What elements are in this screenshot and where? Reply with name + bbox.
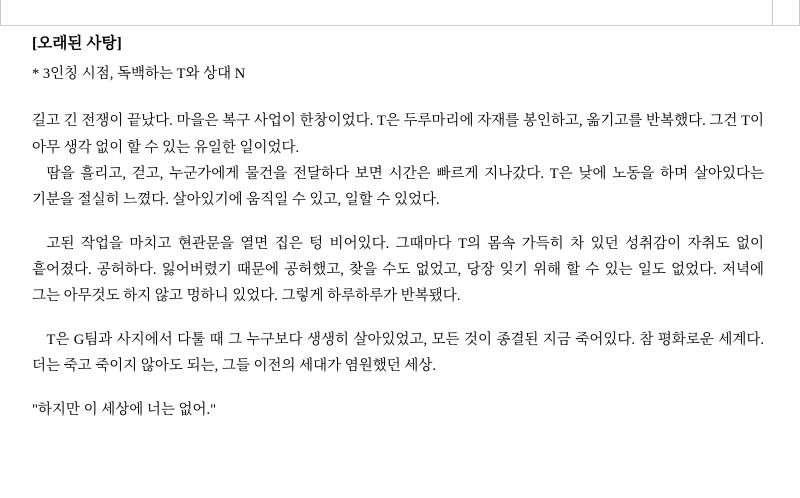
paragraph-2: 땀을 흘리고, 걷고, 누군가에게 물건을 전달하다 보면 시간은 빠르게 지나갔다. T은 낮에 노동을 하며 살아있다는 기분을 절실히 느꼈다. 살아있기에 움직일 수 있고, 일할 수 있었다.: [32, 165, 764, 209]
document-body: [0, 26, 800, 423]
dialogue-line: "하지만 이 세상에 너는 없어.": [32, 401, 217, 418]
document-subtitle: * 3인칭 시점, 독백하는 T와 상대 N: [32, 66, 246, 83]
window-left-edge: [0, 0, 1, 26]
document-content: [0, 32, 800, 423]
paragraph-4: T은 G팀과 사지에서 다툴 때 그 누구보다 생생히 살아있었고, 모든 것이 종결된 지금 죽어있다. 참 평화로운 세계다. 더는 죽고 죽이지 않아도 되는, 그들 이전의 세대가 염원했던 세상.: [32, 331, 764, 375]
paragraph-1: 길고 긴 전쟁이 끝났다. 마을은 복구 사업이 한창이었다. T은 두루마리에 자재를 봉인하고, 옮기고를 반복했다. 그건 T이 아무 생각 없이 할 수 있는 유일한 일이었다.: [32, 113, 764, 156]
browser-tab-strip: [0, 0, 800, 26]
page-title: [오래된 사탕]: [32, 35, 122, 52]
paragraph-3: 고된 작업을 마치고 현관문을 열면 집은 텅 비어있다. 그때마다 T의 몸속 가득히 차 있던 성취감이 자취도 없이 흩어졌다. 공허하다. 잃어버렸기 때문에 공허했고, 찾을 수도 없었고, 당장 잊기 위해 할 수 있는 일도 없었다. 저녁에 그는 아무것도 하지 않고 멍하니 있었다. 그렇게 하루하루가 반복됐다.: [32, 235, 764, 305]
spacer-1: [32, 214, 764, 231]
spacer-after-subtitle: [32, 86, 764, 108]
spacer-2: [32, 310, 764, 327]
spacer-3: [32, 380, 764, 397]
tab-divider: [772, 0, 773, 26]
